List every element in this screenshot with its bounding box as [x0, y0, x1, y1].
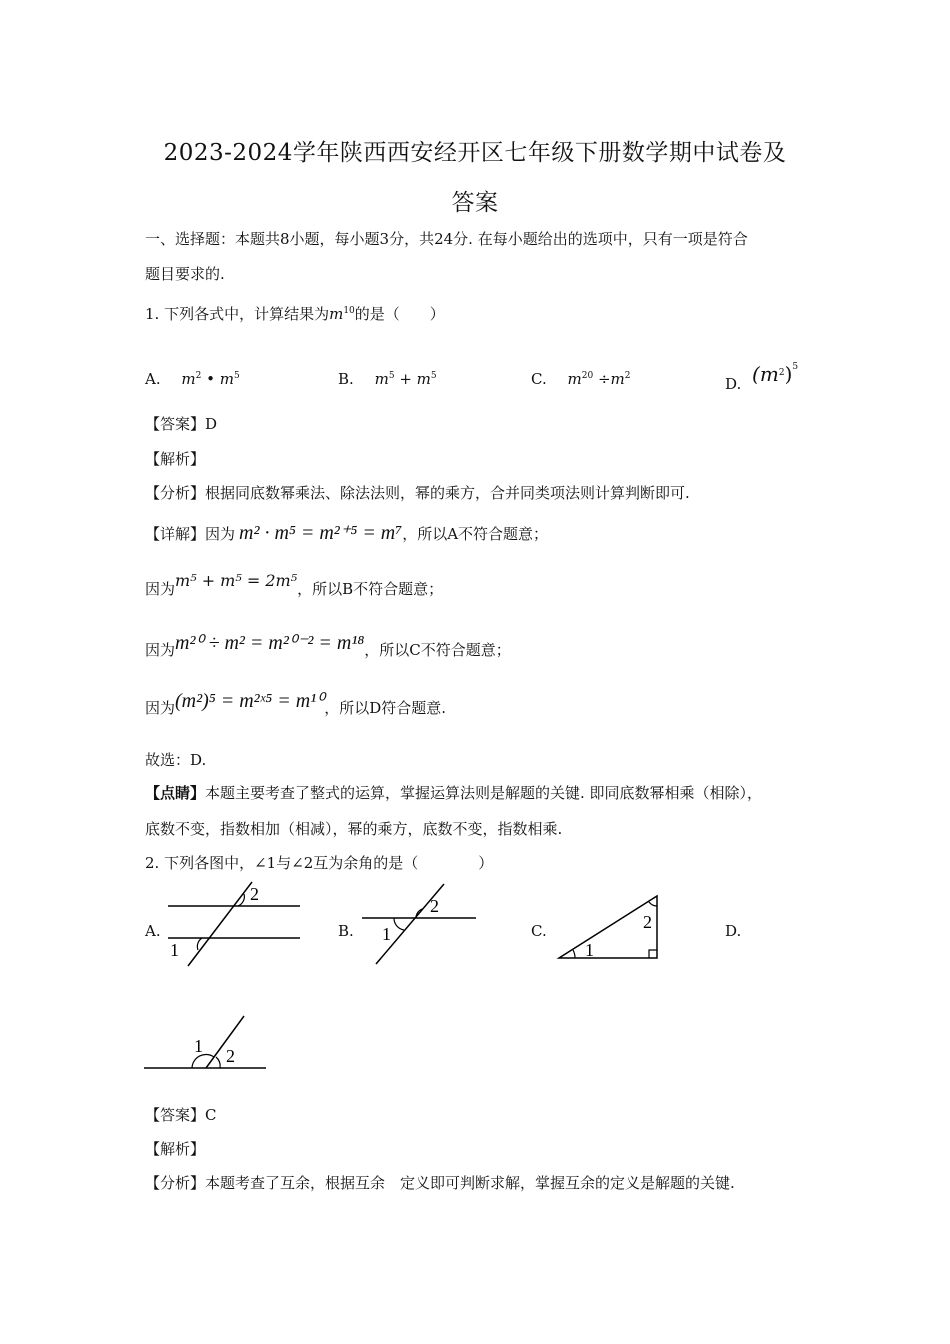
option-term: m: [181, 370, 196, 388]
q1-stem-base: m: [329, 305, 344, 323]
q2-figure-b: [360, 882, 480, 968]
detail-post: ，所以B不符合题意；: [297, 580, 444, 598]
detail-math: (m²)⁵ = m²ˣ⁵ = m¹⁰: [175, 690, 325, 712]
option-exp: 2: [195, 371, 202, 381]
fenxi-tag: 【分析】: [145, 1174, 206, 1192]
q1-choose: 故选：D.: [145, 751, 207, 769]
option-exp: 20: [581, 371, 594, 381]
doc-title-line1: 2023-2024学年陕西西安经开区七年级下册数学期中试卷及: [163, 140, 787, 166]
dianjing-text: 本题主要考查了整式的运算，掌握运算法则是解题的关键. 即同底数幂相乘（相除），: [205, 784, 763, 802]
angle-2-label: 2: [430, 896, 439, 916]
detail-pre: 因为: [145, 699, 176, 717]
q1-option-d: [725, 362, 799, 393]
detail-pre: 因为: [205, 525, 236, 543]
option-exp: 2: [778, 368, 785, 378]
q1-stem-a: 1. 下列各式中，计算结果为: [145, 305, 330, 323]
q1-stem-b: 的是（ ）: [354, 305, 445, 323]
doc-title-line2: 答案: [451, 190, 499, 216]
q2-answer: [145, 1104, 217, 1125]
q2-figure-d: [142, 1012, 268, 1072]
angle-1-label: 1: [382, 924, 391, 944]
section-intro-2: 题目要求的.: [145, 265, 225, 283]
answer-tag: 【答案】: [145, 1106, 206, 1124]
detail-pre: 因为: [145, 641, 176, 659]
option-term: m: [374, 370, 389, 388]
q2-option-c-label: C.: [531, 922, 547, 940]
angle-2-label: 2: [226, 1046, 235, 1066]
fenxi-text: 根据同底数幂乘法、除法法则，幂的乘方，合并同类项法则计算判断即可.: [205, 484, 690, 502]
angle-1-label: 1: [170, 940, 179, 960]
q1-answer: [145, 413, 217, 434]
detail-math: m² · m⁵ = m²⁺⁵ = m⁷: [239, 522, 403, 544]
q1-dianjing-2: 底数不变，指数相加（相减），幂的乘方，底数不变，指数相乘.: [145, 820, 563, 838]
q2-analysis-tag: 【解析】: [145, 1140, 206, 1158]
angle-1-label: 1: [194, 1036, 203, 1056]
q2-option-a-label: A.: [145, 922, 161, 940]
dianjing-tag: 【点睛】: [145, 784, 206, 802]
q1-stem-exp: 10: [343, 306, 355, 316]
option-op: +: [394, 370, 417, 388]
q1-fenxi: [145, 482, 690, 503]
answer-value: C: [205, 1106, 217, 1124]
answer-value: D: [205, 415, 218, 433]
option-exp: 5: [792, 362, 799, 372]
q1-detail-4: [145, 690, 447, 719]
q1-option-c: [531, 370, 631, 388]
fenxi-text: 本题考查了互余，根据互余 定义即可判断求解，掌握互余的定义是解题的关键.: [205, 1174, 735, 1192]
detail-post: ，所以C不符合题意；: [364, 641, 511, 659]
option-term: m: [567, 370, 582, 388]
q2-option-d-label: D.: [725, 922, 742, 940]
option-op: ÷: [593, 370, 611, 388]
option-exp: 5: [430, 371, 437, 381]
q1-stem: [145, 303, 445, 324]
option-label: B.: [338, 370, 354, 388]
section-intro-1: 一、选择题：本题共8小题，每小题3分，共24分. 在每小题给出的选项中，只有一项是符合: [145, 230, 748, 248]
detail-math: m²⁰ ÷ m² = m²⁰⁻² = m¹⁸: [175, 632, 365, 654]
q1-detail-1: [145, 520, 548, 545]
detail-pre: 因为: [145, 580, 176, 598]
option-term: (m: [752, 362, 779, 386]
option-label: C.: [531, 370, 547, 388]
option-term: m: [610, 370, 625, 388]
option-exp: 2: [624, 371, 631, 381]
answer-tag: 【答案】: [145, 415, 206, 433]
option-exp: 5: [388, 371, 395, 381]
option-term: ): [784, 362, 793, 386]
detail-math: m⁵ + m⁵ = 2m⁵: [175, 571, 298, 590]
option-term: m: [219, 370, 234, 388]
option-op: •: [201, 370, 220, 388]
angle-2-label: 2: [643, 912, 652, 932]
q1-option-a: [145, 370, 240, 388]
option-exp: 5: [233, 371, 240, 381]
angle-2-label: 2: [250, 884, 259, 904]
q2-option-b-label: B.: [338, 922, 354, 940]
q2-stem: 2. 下列各图中，∠1与∠2互为余角的是（ ）: [145, 854, 494, 872]
q2-figure-c: [555, 894, 665, 964]
q1-detail-2: [145, 571, 444, 599]
detail-post: ，所以A不符合题意；: [402, 525, 549, 543]
q2-fenxi: [145, 1172, 735, 1193]
detail-post: ，所以D符合题意.: [324, 699, 447, 717]
option-label: D.: [725, 375, 742, 393]
q1-dianjing-1: [145, 782, 762, 803]
angle-1-label: 1: [585, 940, 594, 960]
q2-figure-a: [160, 878, 310, 968]
q1-analysis-tag: 【解析】: [145, 450, 206, 468]
fenxi-tag: 【分析】: [145, 484, 206, 502]
q1-detail-3: [145, 632, 511, 661]
q1-option-b: [338, 370, 437, 388]
detail-tag: 【详解】: [145, 525, 206, 543]
option-label: A.: [145, 370, 161, 388]
option-term: m: [416, 370, 431, 388]
